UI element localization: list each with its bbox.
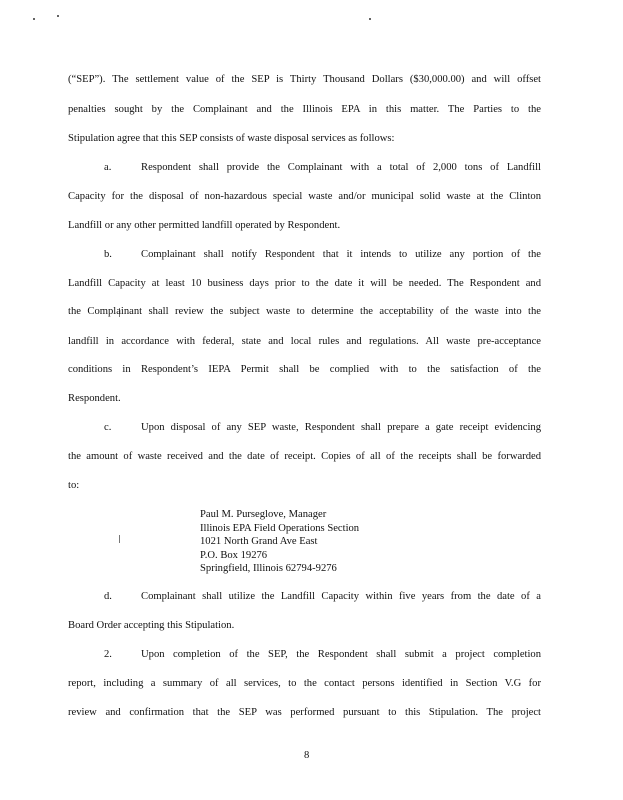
- scan-artifact: [119, 535, 120, 543]
- scan-speck: [33, 18, 35, 20]
- paragraph-line: Stipulation agree that this SEP consists of waste disposal services as follows:: [68, 133, 395, 144]
- paragraph-line: Respondent shall provide the Complainant with a total of 2,000 tons of Landfill: [141, 162, 541, 173]
- paragraph-line: report, including a summary of all services, to the contact persons identified in Section V.G for: [68, 678, 541, 689]
- item-label-c: c.: [104, 422, 112, 433]
- paragraph-line: Complainant shall notify Respondent that it intends to utilize any portion of the: [141, 249, 541, 260]
- paragraph-line: Capacity for the disposal of non-hazardous special waste and/or municipal solid waste at the Clinton: [68, 191, 541, 202]
- page-number: 8: [304, 750, 310, 761]
- paragraph-line: the amount of waste received and the date of receipt. Copies of all of the receipts shall be forwarded: [68, 451, 541, 462]
- paragraph-line: conditions in Respondent’s IEPA Permit shall be complied with to the satisfaction of the: [68, 364, 541, 375]
- paragraph-line: (“SEP”). The settlement value of the SEP is Thirty Thousand Dollars ($30,000.00) and will offset: [68, 74, 541, 85]
- item-label-a: a.: [104, 162, 112, 173]
- paragraph-line: Complainant shall utilize the Landfill Capacity within five years from the date of a: [141, 591, 541, 602]
- address-po-box: P.O. Box 19276: [200, 550, 268, 561]
- paragraph-line: Landfill Capacity at least 10 business days prior to the date it will be needed. The Respondent and: [68, 278, 541, 289]
- paragraph-line: Respondent.: [68, 393, 121, 404]
- address-street: 1021 North Grand Ave East: [200, 536, 318, 547]
- scan-speck: [57, 15, 59, 17]
- paragraph-line: landfill in accordance with federal, state and local rules and regulations. All waste pre-acceptance: [68, 336, 541, 347]
- paragraph-line: Upon completion of the SEP, the Respondent shall submit a project completion: [141, 649, 541, 660]
- item-label-2: 2.: [104, 649, 112, 660]
- paragraph-line: review and confirmation that the SEP was performed pursuant to this Stipulation. The project: [68, 707, 541, 718]
- paragraph-line: Landfill or any other permitted landfill operated by Respondent.: [68, 220, 341, 231]
- paragraph-line: to:: [68, 480, 80, 491]
- address-name: Paul M. Purseglove, Manager: [200, 509, 327, 520]
- item-label-b: b.: [104, 249, 112, 260]
- paragraph-line: Upon disposal of any SEP waste, Respondent shall prepare a gate receipt evidencing: [141, 422, 541, 433]
- paragraph-line: the Complainant shall review the subject waste to determine the acceptability of the waste into the: [68, 306, 541, 317]
- scan-speck: [369, 18, 371, 20]
- address-city: Springfield, Illinois 62794-9276: [200, 563, 337, 574]
- address-office: Illinois EPA Field Operations Section: [200, 523, 360, 534]
- item-label-d: d.: [104, 591, 112, 602]
- paragraph-line: Board Order accepting this Stipulation.: [68, 620, 235, 631]
- paragraph-line: penalties sought by the Complainant and the Illinois EPA in this matter. The Parties to the: [68, 104, 541, 115]
